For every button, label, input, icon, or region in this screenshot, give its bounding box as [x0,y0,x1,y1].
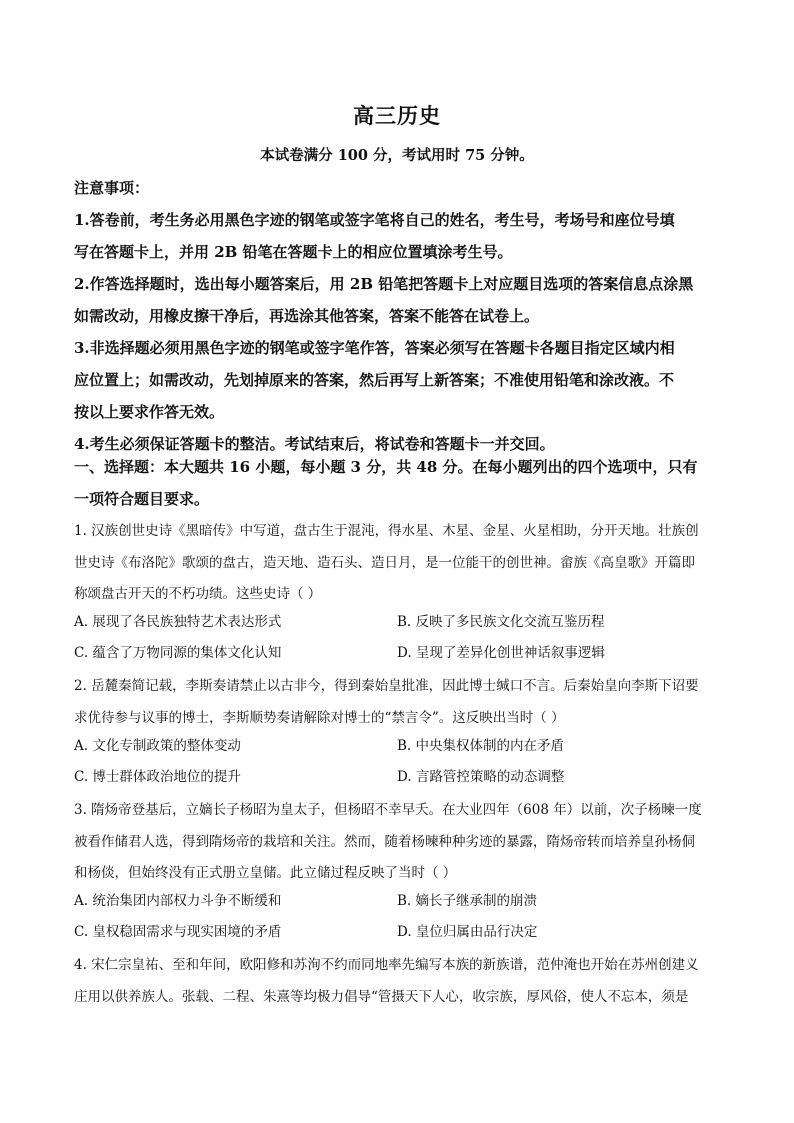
option-c: C. 蕴含了万物同源的集体文化认知 [74,645,282,661]
notes-line: 1.答卷前，考生务必用黑色字迹的钢笔或签字笔将自己的姓名，考生号，考场号和座位号填 [74,211,675,229]
option-b: B. 中央集权体制的内在矛盾 [397,738,565,754]
question-text: 2. 岳麓秦简记载，李斯奏请禁止以古非今，得到秦始皇批准，因此博士缄口不言。后秦始皇向李斯下诏要 [74,678,699,694]
question-text: 和杨倓，但始终没有正式册立皇储。此立储过程反映了当时（ ） [74,865,457,881]
question-text: 4. 宋仁宗皇祐、至和年间，欧阳修和苏洵不约而同地率先编写本族的新族谱，范仲淹也开始在苏州创建义 [74,957,699,973]
option-a: A. 文化专制政策的整体变动 [74,738,241,754]
notes-section [74,172,724,460]
section-line: 一、选择题：本大题共 16 小题，每小题 3 分，共 48 分。在每小题列出的四个选项中，只有 [74,458,698,476]
question-text: 称颂盘古开天的不朽功绩。这些史诗（ ） [74,586,322,602]
notes-line: 写在答题卡上，并用 2B 铅笔在答题卡上的相应位置填涂考生号。 [74,243,513,261]
option-a: A. 展现了各民族独特艺术表达形式 [74,614,282,630]
option-c: C. 皇权稳固需求与现实困境的矛盾 [74,924,282,940]
question-text: 世史诗《布洛陀》歌颂的盘古，造天地、造石头、造日月，是一位能干的创世神。畲族《高皇歌》开篇即 [74,554,695,571]
question-text: 被看作储君人选，得到隋炀帝的栽培和关注。然而，随着杨暕种种劣迹的暴露，隋炀帝转而培养皇孙杨侗 [74,833,695,850]
option-d: D. 言路管控策略的动态调整 [397,769,565,785]
question-4 [74,950,724,1013]
page-title: 高三历史 [353,103,441,128]
notes-line: 3.非选择题必须用黑色字迹的钢笔或签字笔作答，答案必须写在答题卡各题目指定区域内相 [74,339,675,357]
notes-line: 按以上要求作答无效。 [74,403,225,421]
question-1 [74,516,724,611]
question-3 [74,795,724,890]
exam-info: 本试卷满分 100 分，考试用时 75 分钟。 [260,147,534,164]
notes-line: 2.作答选择题时，选出每小题答案后，用 2B 铅笔把答题卡上对应题目选项的答案信息点涂黑 [74,275,694,293]
question-text: 庄用以供养族人。张载、二程、朱熹等均极力倡导“管摄天下人心，收宗族，厚风俗，使人不忘本，须是 [74,988,689,1005]
option-a: A. 统治集团内部权力斗争不断缓和 [74,893,282,909]
section-line: 一项符合题目要求。 [74,490,210,508]
option-b: B. 嫡长子继承制的崩溃 [397,893,538,909]
option-d: D. 皇位归属由品行决定 [397,924,538,940]
notes-line: 应位置上；如需改动，先划掉原来的答案，然后再写上新答案；不准使用铅笔和涂改液。不 [74,371,675,389]
notes-heading: 注意事项： [74,179,150,197]
question-text: 3. 隋炀帝登基后，立嫡长子杨昭为皇太子，但杨昭不幸早夭。在大业四年（608 年）以前，次子杨暕一度 [74,802,702,818]
question-text: 1. 汉族创世史诗《黑暗传》中写道，盘古生于混沌，得水星、木星、金星、火星相助，分开天地。壮族创 [74,523,699,539]
notes-line: 如需改动，用橡皮擦干净后，再选涂其他答案，答案不能答在试卷上。 [74,307,540,325]
option-b: B. 反映了多民族文化交流互鉴历程 [397,614,605,630]
option-c: C. 博士群体政治地位的提升 [74,769,241,785]
section-heading [74,451,724,515]
option-d: D. 呈现了差异化创世神话叙事逻辑 [397,645,605,661]
question-2 [74,671,724,734]
notes-line: 4.考生必须保证答题卡的整洁。考试结束后，将试卷和答题卡一并交回。 [74,435,555,453]
question-text: 求优待参与议事的博士，李斯顺势奏请解除对博士的“禁言令”。这反映出当时（ ） [74,709,565,726]
